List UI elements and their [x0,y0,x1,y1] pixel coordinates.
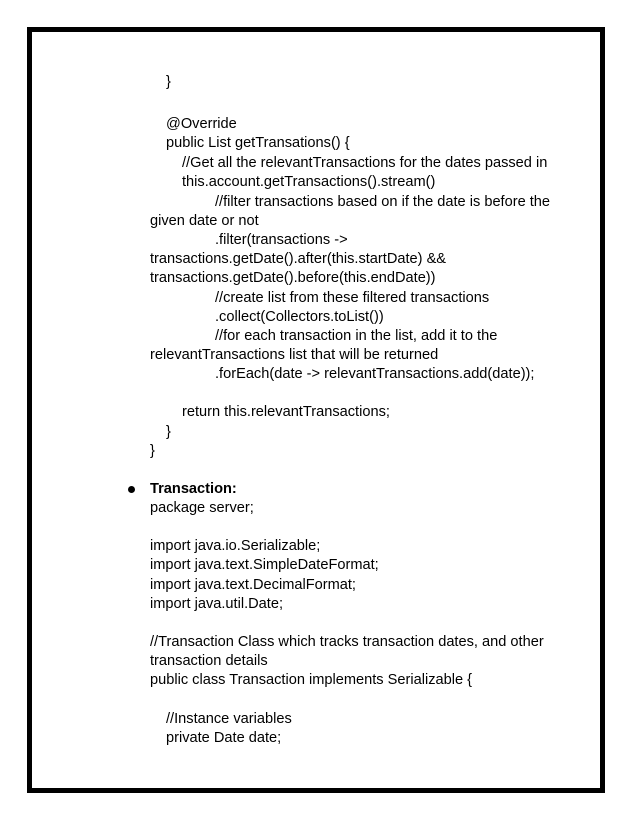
bullet-icon [128,486,135,493]
code-line: .filter(transactions -> [215,232,348,248]
code-line: .forEach(date -> relevantTransactions.add(date)); [215,366,535,382]
code-line: .collect(Collectors.toList()) [215,309,384,325]
code-line: //Transaction Class which tracks transaction dates, and other [150,634,544,650]
code-line: import java.text.SimpleDateFormat; [150,557,379,573]
code-line: } [166,74,171,90]
code-line: public List getTransations() { [166,135,350,151]
code-line: //Get all the relevantTransactions for the dates passed in [182,155,548,171]
code-line: transactions.getDate().after(this.startDate) && [150,251,447,267]
code-line: return this.relevantTransactions; [182,404,390,420]
section-title: Transaction: [150,481,237,497]
code-line: import java.text.DecimalFormat; [150,577,356,593]
code-line: @Override [166,116,237,132]
code-line: import java.util.Date; [150,596,284,612]
code-line: } [166,424,171,440]
code-line: transaction details [150,653,268,669]
code-line: transactions.getDate().before(this.endDate)) [150,270,436,286]
code-line: } [150,443,155,459]
code-line: relevantTransactions list that will be returned [150,347,439,363]
code-line: given date or not [150,213,259,229]
code-line: //create list from these filtered transactions [215,290,490,306]
code-line: //Instance variables [166,711,292,727]
code-line: package server; [150,500,254,516]
code-line: this.account.getTransactions().stream() [182,174,436,190]
code-line: public class Transaction implements Serializable { [150,672,473,688]
code-line: import java.io.Serializable; [150,538,321,554]
code-line: private Date date; [166,730,282,746]
code-line: //for each transaction in the list, add it to the [215,328,498,344]
code-line: //filter transactions based on if the date is before the [215,194,551,210]
